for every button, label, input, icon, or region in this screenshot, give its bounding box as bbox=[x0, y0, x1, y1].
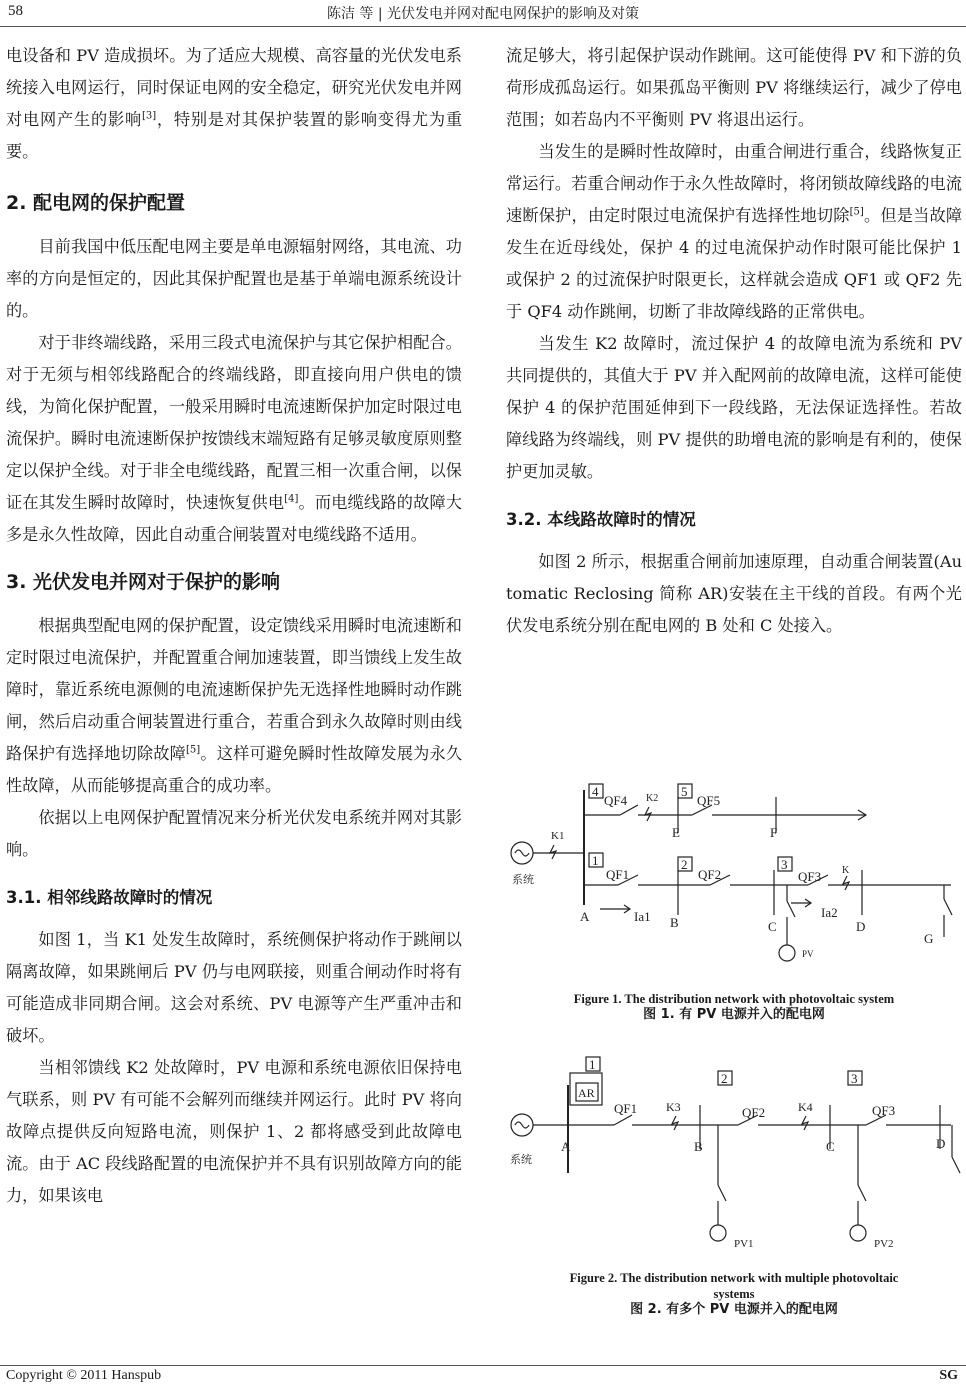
node-label: E bbox=[672, 825, 680, 840]
paragraph: 如图 2 所示，根据重合闸前加速原理，自动重合闸装置(Automatic Reclosing 简称 AR)安装在主干线的首段。有两个光伏发电系统分别在配电网的 B 处和 C 处接入。 bbox=[506, 552, 962, 635]
node-label: D bbox=[936, 1136, 946, 1151]
paragraph: 流足够大，将引起保护误动作跳闸。这可能使得 PV 和下游的负荷形成孤岛运行。如果孤岛平衡则 PV 将继续运行，减少了停电范围；如若岛内不平衡则 PV 将退出运行。 bbox=[506, 46, 962, 129]
breaker-label: QF3 bbox=[872, 1103, 896, 1118]
left-column bbox=[6, 40, 462, 1212]
pv-label: PV2 bbox=[874, 1238, 894, 1250]
current-label: Ia1 bbox=[634, 909, 651, 924]
page-header bbox=[0, 0, 966, 27]
fault-label: K3 bbox=[666, 1100, 681, 1114]
label-num: 3 bbox=[781, 857, 788, 872]
fault-label: K1 bbox=[551, 830, 565, 842]
right-column bbox=[506, 40, 962, 642]
paragraph: 当发生的是瞬时性故障时，由重合闸进行重合，线路恢复正常运行。若重合闸动作于永久性故障时，将闭锁故障线路的电流速断保护，由定时限过电流保护有选择性地切除[5]。但是当故障发生在近母线处，保护 4 的过电流保护动作时限可能比保护 1 或保护 2 的过流保护时限更长，这样就会造成 QF1 或 QF2 先于 QF4 动作跳闸，切断了非故障线路的正常供电。 bbox=[506, 142, 963, 321]
ar-label: AR bbox=[578, 1086, 595, 1100]
fault-label: K bbox=[842, 865, 850, 876]
label-num: 5 bbox=[681, 784, 688, 799]
paragraph: 根据典型配电网的保护配置，设定馈线采用瞬时电流速断和定时限过电流保护，并配置重合闸加速装置，即当馈线上发生故障时，靠近系统电源侧的电流速断保护先无选择性地瞬时动作跳闸，然后启动重合闸装置进行重合，若重合到永久故障时则由线路保护有选择地切除故障[5]。这样可避免瞬时性故障发展为永久性故障，从而能够提高重合的成功率。 bbox=[6, 616, 463, 795]
label-num: 2 bbox=[721, 1071, 728, 1086]
paragraph: 如图 1，当 K1 处发生故障时，系统侧保护将动作于跳闸以隔离故障，如果跳闸后 PV 仍与电网联接，则重合闸动作时将有可能造成非同期合闸。这会对系统、PV 电源等产生严重冲击和破坏。 bbox=[6, 930, 462, 1045]
fault-label: K2 bbox=[646, 793, 659, 804]
node-label: D bbox=[856, 919, 866, 934]
breaker-label: QF5 bbox=[697, 793, 721, 808]
system-label: 系统 bbox=[510, 1153, 532, 1166]
label-num: 3 bbox=[851, 1071, 858, 1086]
figure-1-diagram bbox=[506, 775, 962, 985]
page-footer bbox=[0, 1365, 966, 1387]
node-label: F bbox=[770, 825, 778, 840]
current-label: Ia2 bbox=[821, 905, 838, 920]
running-title: 陈洁 等 | 光伏发电并网对配电网保护的影响及对策 bbox=[326, 6, 640, 22]
figure-1-caption: Figure 1. The distribution network with photovoltaic system 图 1. 有 PV 电源并入的配电网 bbox=[573, 992, 895, 1022]
pv-label: PV1 bbox=[734, 1238, 754, 1250]
paragraph: 电设备和 PV 造成损坏。为了适应大规模、高容量的光伏发电系统接入电网运行，同时保证电网的安全稳定，研究光伏发电并网对电网产生的影响[3]，特别是对其保护装置的影响变得尤为重要。 bbox=[6, 46, 463, 161]
breaker-label: QF1 bbox=[606, 867, 630, 882]
figure-2-caption: Figure 2. The distribution network with multiple photovoltaic systems 图 2. 有多个 PV 电源并入的配电网 bbox=[569, 1271, 899, 1317]
label-num: 1 bbox=[592, 853, 599, 868]
paragraph: 依据以上电网保护配置情况来分析光伏发电系统并网对其影响。 bbox=[6, 808, 462, 859]
breaker-label: QF4 bbox=[604, 793, 628, 808]
page-number: 58 bbox=[8, 3, 23, 19]
node-label: B bbox=[670, 915, 679, 930]
copyright: Copyright © 2011 Hanspub bbox=[6, 1368, 162, 1383]
node-label: B bbox=[694, 1139, 703, 1154]
breaker-label: QF2 bbox=[698, 867, 722, 882]
section-heading: 3. 光伏发电并网对于保护的影响 bbox=[6, 571, 281, 593]
section-heading: 2. 配电网的保护配置 bbox=[6, 192, 186, 214]
subsection-heading: 3.1. 相邻线路故障时的情况 bbox=[6, 888, 213, 907]
citation: [5] bbox=[186, 744, 201, 756]
journal-abbrev: SG bbox=[939, 1368, 958, 1383]
node-label: G bbox=[924, 931, 934, 946]
node-label: C bbox=[768, 919, 777, 934]
paragraph: 目前我国中低压配电网主要是单电源辐射网络，其电流、功率的方向是恒定的，因此其保护配置也是基于单端电源系统设计的。 bbox=[6, 237, 462, 320]
figure-2-diagram bbox=[506, 1045, 962, 1261]
fault-label: K4 bbox=[798, 1100, 813, 1114]
breaker-label: QF1 bbox=[614, 1101, 638, 1116]
breaker-label: QF2 bbox=[742, 1105, 766, 1120]
citation: [5] bbox=[849, 206, 864, 218]
paragraph: 当相邻馈线 K2 处故障时，PV 电源和系统电源依旧保持电气联系，则 PV 有可能不会解列而继续并网运行。此时 PV 将向故障点提供反向短路电流，则保护 1、2 都将感受到此故障电流。由于 AC 段线路配置的电流保护并不具有识别故障方向的能力，如果该电 bbox=[6, 1058, 462, 1205]
paragraph: 对于非终端线路，采用三段式电流保护与其它保护相配合。对于无须与相邻线路配合的终端线路，即直接向用户供电的馈线，为简化保护配置，一般采用瞬时电流速断保护加定时限过电流保护。瞬时电流速断保护按馈线末端短路有足够灵敏度原则整定以保护全线。对于非全电缆线路，配置三相一次重合闸，以保证在其发生瞬时故障时，快速恢复供电[4]。而电缆线路的故障大多是永久性故障，因此自动重合闸装置对电缆线路不适用。 bbox=[6, 333, 462, 544]
citation: [4] bbox=[284, 493, 299, 505]
subsection-heading: 3.2. 本线路故障时的情况 bbox=[506, 510, 696, 529]
label-num: 1 bbox=[589, 1057, 596, 1072]
label-num: 2 bbox=[681, 857, 688, 872]
breaker-label: QF3 bbox=[798, 869, 822, 884]
node-label: A bbox=[580, 909, 590, 924]
citation: [3] bbox=[141, 110, 157, 122]
pv-label: PV bbox=[802, 949, 814, 959]
system-label: 系统 bbox=[512, 873, 534, 886]
node-label: A bbox=[561, 1139, 571, 1154]
label-num: 4 bbox=[592, 784, 599, 799]
paragraph: 当发生 K2 故障时，流过保护 4 的故障电流为系统和 PV 共同提供的，其值大于 PV 并入配网前的故障电流，这样可能使保护 4 的保护范围延伸到下一段线路，无法保证选择性。若故障线路为终端线，则 PV 提供的助增电流的影响是有利的，使保护更加灵敏。 bbox=[506, 334, 962, 481]
node-label: C bbox=[826, 1139, 835, 1154]
